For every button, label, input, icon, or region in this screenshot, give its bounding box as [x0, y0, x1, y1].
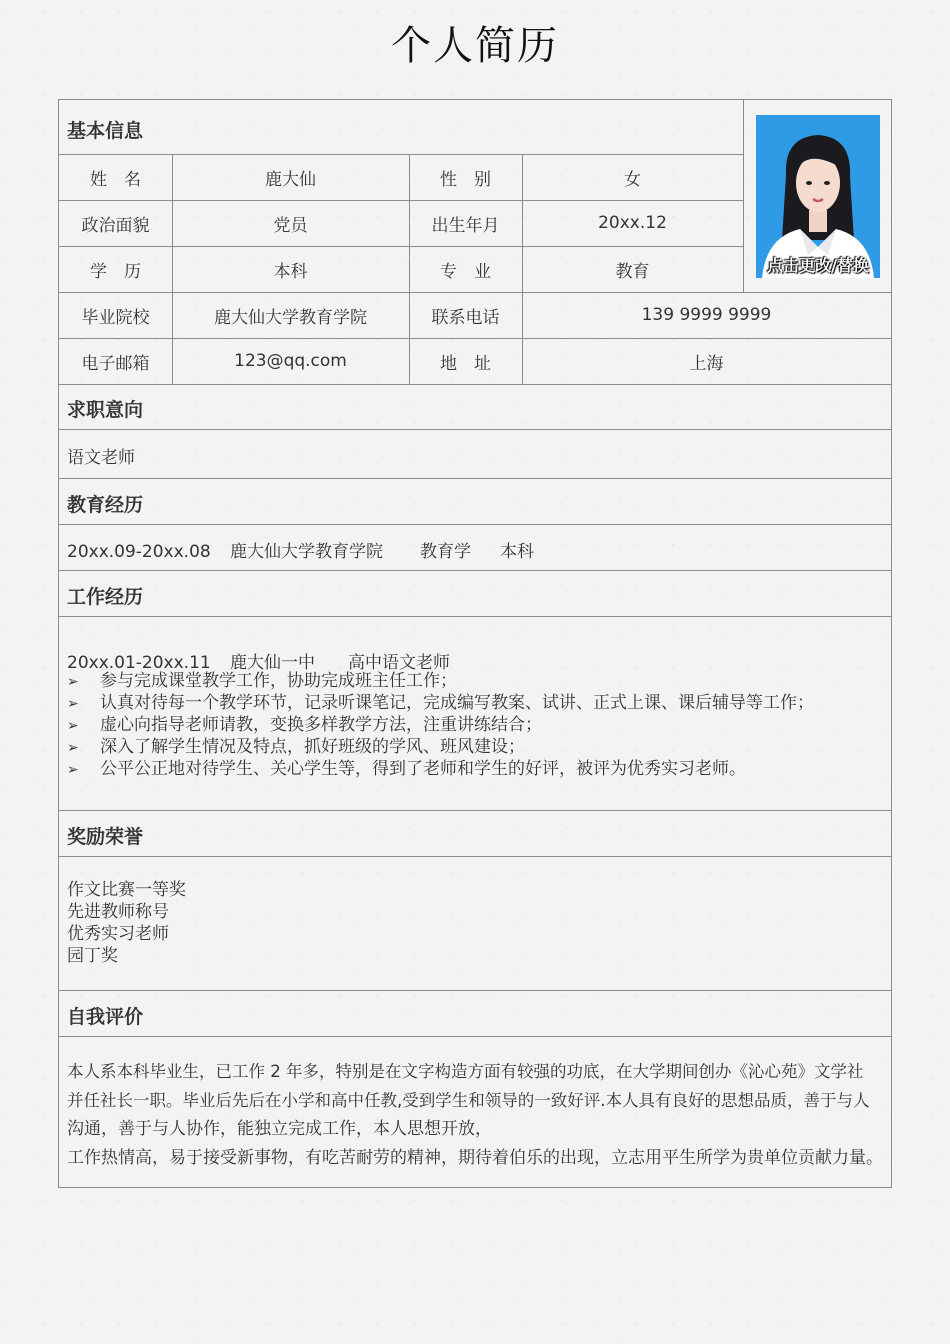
list-item: 先进教师称号 — [67, 902, 169, 922]
school-value: 鹿大仙大学教育学院 — [214, 307, 367, 328]
gender-label: 性 别 — [440, 169, 491, 190]
list-item: ➢ 认真对待每一个教学环节，记录听课笔记，完成编写教案、试讲、正式上课、课后辅导等工作； — [67, 693, 814, 713]
section-basic-heading: 基本信息 — [67, 120, 144, 142]
bullet-arrow-icon: ➢ — [67, 718, 79, 734]
list-item: ➢ 参与完成课堂教学工作，协助完成班主任工作； — [67, 671, 457, 691]
work-position: 高中语文老师 — [348, 653, 450, 673]
resume-table — [58, 99, 892, 1188]
phone-label: 联系电话 — [431, 307, 500, 328]
phone-value: 139 9999 9999 — [641, 305, 772, 325]
education-school: 鹿大仙大学教育学院 — [230, 542, 383, 562]
list-item: ➢ 深入了解学生情况及特点，抓好班级的学风、班风建设； — [67, 737, 525, 757]
degree-value: 本科 — [273, 261, 308, 282]
email-value: 123@qq.com — [234, 351, 347, 371]
education-degree: 本科 — [500, 542, 534, 562]
section-education-heading: 教育经历 — [67, 494, 144, 516]
major-label: 专 业 — [440, 261, 491, 282]
education-major: 教育学 — [420, 542, 471, 562]
profile-photo[interactable] — [756, 115, 880, 278]
birth-label: 出生年月 — [431, 215, 500, 236]
bullet-arrow-icon: ➢ — [67, 762, 79, 778]
work-company: 鹿大仙一中 — [230, 653, 315, 673]
section-self-heading: 自我评价 — [67, 1006, 144, 1028]
self-line: 沟通，善于与人协作，能独立完成工作，本人思想开放， — [67, 1119, 492, 1139]
self-line: 本人系本科毕业生，已工作 2 年多，特别是在文字构造方面有较强的功底，在大学期间创办《沁心苑》文学社 — [67, 1062, 864, 1081]
list-item: ➢ 虚心向指导老师请教，变换多样教学方法，注重讲练结合； — [67, 715, 542, 735]
page-title: 个人简历 — [391, 23, 559, 69]
section-awards-heading: 奖励荣誉 — [67, 826, 144, 848]
section-intent-heading: 求职意向 — [67, 399, 144, 421]
school-label: 毕业院校 — [81, 307, 150, 328]
list-item: 园丁奖 — [67, 946, 118, 966]
self-line: 工作热情高，易于接受新事物，有吃苦耐劳的精神，期待着伯乐的出现，立志用平生所学为贵单位贡献力量。 — [67, 1148, 883, 1168]
name-label: 姓 名 — [90, 169, 141, 190]
list-item: 作文比赛一等奖 — [67, 880, 186, 900]
address-label: 地 址 — [440, 353, 491, 374]
list-item: 优秀实习老师 — [67, 924, 169, 944]
birth-value: 20xx.12 — [598, 213, 667, 233]
bullet-arrow-icon: ➢ — [67, 674, 79, 690]
politics-label: 政治面貌 — [81, 215, 150, 236]
address-value: 上海 — [689, 353, 724, 374]
education-period: 20xx.09-20xx.08 — [67, 542, 211, 562]
email-label: 电子邮箱 — [81, 353, 150, 374]
work-period: 20xx.01-20xx.11 — [67, 653, 211, 673]
education-row — [67, 537, 534, 562]
self-line: 并任社长一职。毕业后先后在小学和高中任教,受到学生和领导的一致好评.本人具有良好的思想品质，善于与人 — [67, 1091, 870, 1110]
degree-label: 学 历 — [90, 261, 141, 282]
bullet-arrow-icon: ➢ — [67, 696, 79, 712]
gender-value: 女 — [624, 169, 641, 190]
politics-value: 党员 — [273, 215, 308, 236]
bullet-arrow-icon: ➢ — [67, 740, 79, 756]
list-item: ➢ 公平公正地对待学生、关心学生等，得到了老师和学生的好评，被评为优秀实习老师。 — [67, 759, 746, 779]
major-value: 教育 — [615, 261, 650, 282]
section-work-heading: 工作经历 — [67, 586, 144, 608]
name-value: 鹿大仙 — [265, 169, 316, 190]
photo-change-label[interactable]: 点击更改/替换 — [767, 256, 869, 275]
intent-value: 语文老师 — [67, 448, 135, 468]
